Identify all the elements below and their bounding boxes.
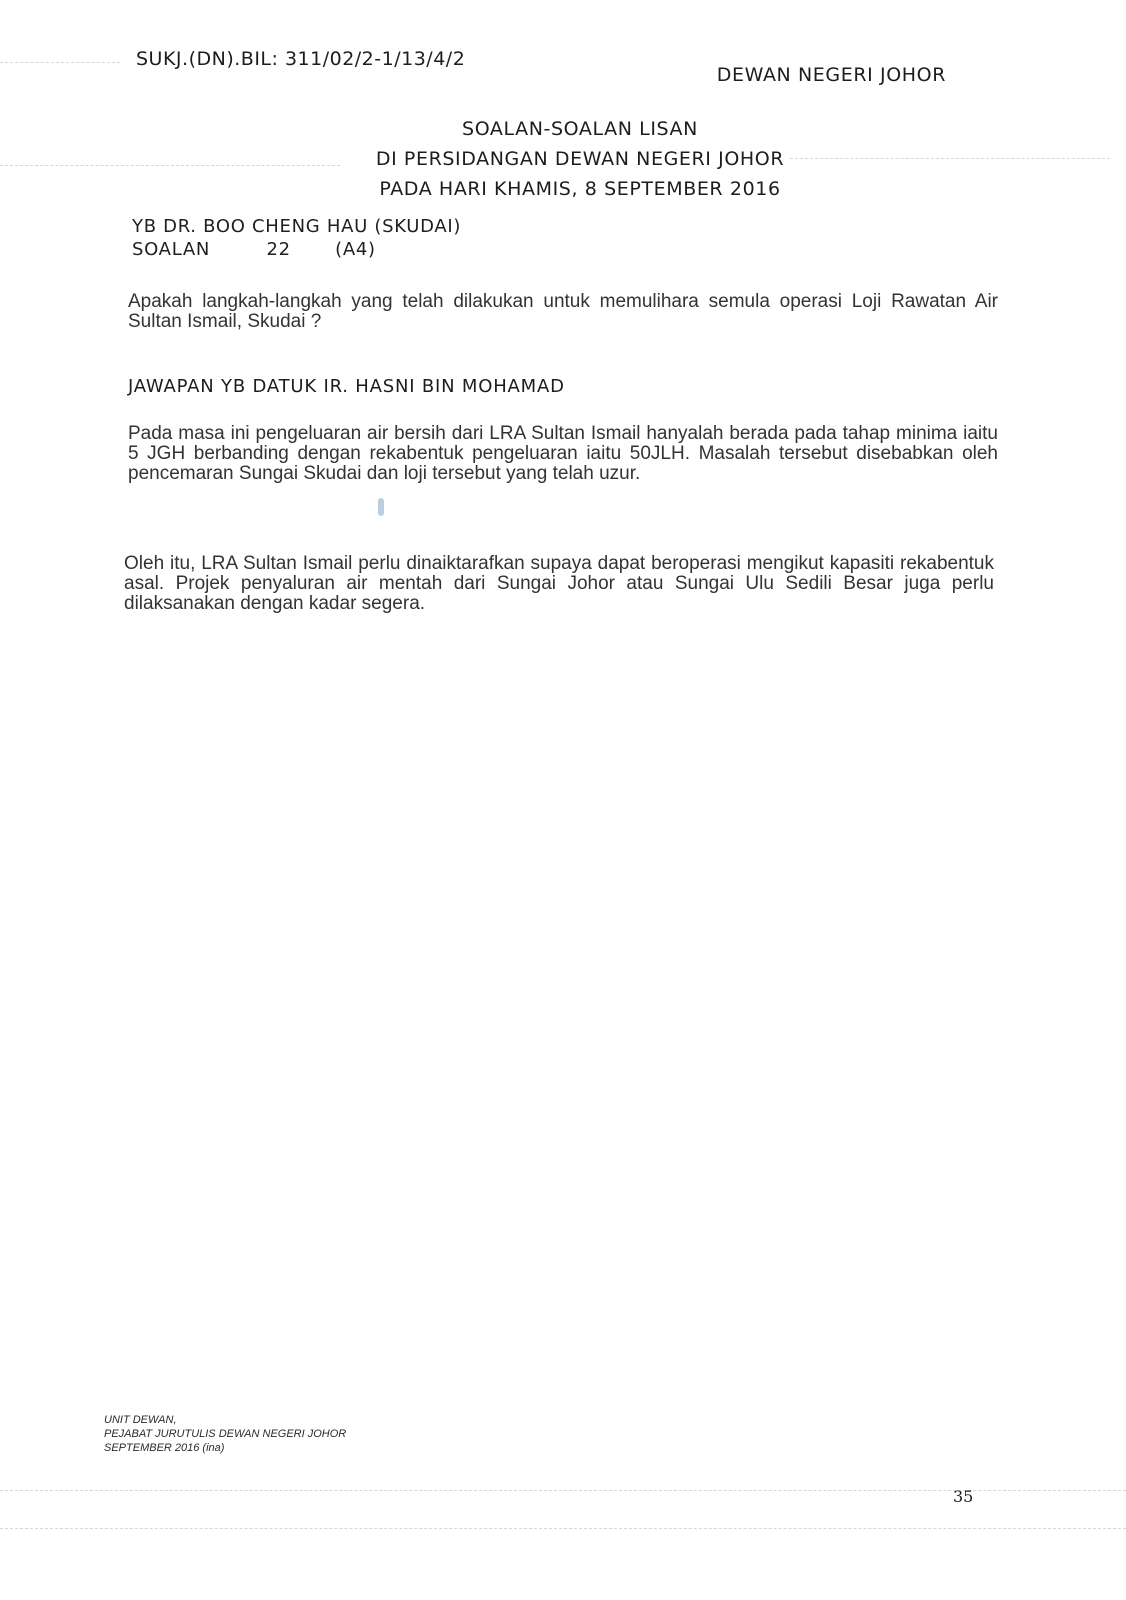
scan-artifact xyxy=(0,62,120,63)
soalan-number: 22 xyxy=(266,239,291,260)
soalan-label: SOALAN xyxy=(132,239,211,260)
question-number-line xyxy=(132,239,376,260)
document-title xyxy=(330,114,830,204)
reference-number: SUKJ.(DN).BIL: 311/02/2-1/13/4/2 xyxy=(136,48,466,70)
answer-heading: JAWAPAN YB DATUK IR. HASNI BIN MOHAMAD xyxy=(128,376,565,397)
question-asker: YB DR. BOO CHENG HAU (SKUDAI) xyxy=(132,216,462,237)
question-text: Apakah langkah-langkah yang telah dilakukan untuk memulihara semula operasi Loji Rawatan Air Sultan Ismail, Skudai ? xyxy=(128,291,998,332)
title-line-2: DI PERSIDANGAN DEWAN NEGERI JOHOR xyxy=(375,148,785,170)
page-number: 35 xyxy=(953,1487,974,1506)
organisation-name: DEWAN NEGERI JOHOR xyxy=(716,64,946,86)
answer-paragraph-2: Oleh itu, LRA Sultan Ismail perlu dinaiktarafkan supaya dapat beroperasi mengikut kapasiti rekabentuk asal. Projek penyaluran air mentah dari Sungai Johor atau Sungai Ulu Sedili Besar juga perlu dilaksanakan dengan kadar segera. xyxy=(124,553,994,614)
scan-artifact xyxy=(0,165,340,166)
scan-artifact xyxy=(790,158,1110,159)
title-line-3: PADA HARI KHAMIS, 8 SEPTEMBER 2016 xyxy=(379,178,781,200)
footer-line-1: UNIT DEWAN, xyxy=(104,1414,177,1426)
footer-note xyxy=(104,1413,346,1455)
title-line-1: SOALAN-SOALAN LISAN xyxy=(462,118,698,140)
footer-line-3: SEPTEMBER 2016 (ina) xyxy=(104,1442,225,1454)
scan-artifact xyxy=(0,1528,1126,1529)
soalan-code: (A4) xyxy=(335,239,376,260)
answer-paragraph-1: Pada masa ini pengeluaran air bersih dari LRA Sultan Ismail hanyalah berada pada tahap minima iaitu 5 JGH berbanding dengan rekabentuk pengeluaran iaitu 50JLH. Masalah tersebut disebabkan oleh pencemaran Sungai Skudai dan loji tersebut yang telah uzur. xyxy=(128,423,998,484)
footer-line-2: PEJABAT JURUTULIS DEWAN NEGERI JOHOR xyxy=(104,1428,347,1440)
ink-blot xyxy=(378,498,384,516)
